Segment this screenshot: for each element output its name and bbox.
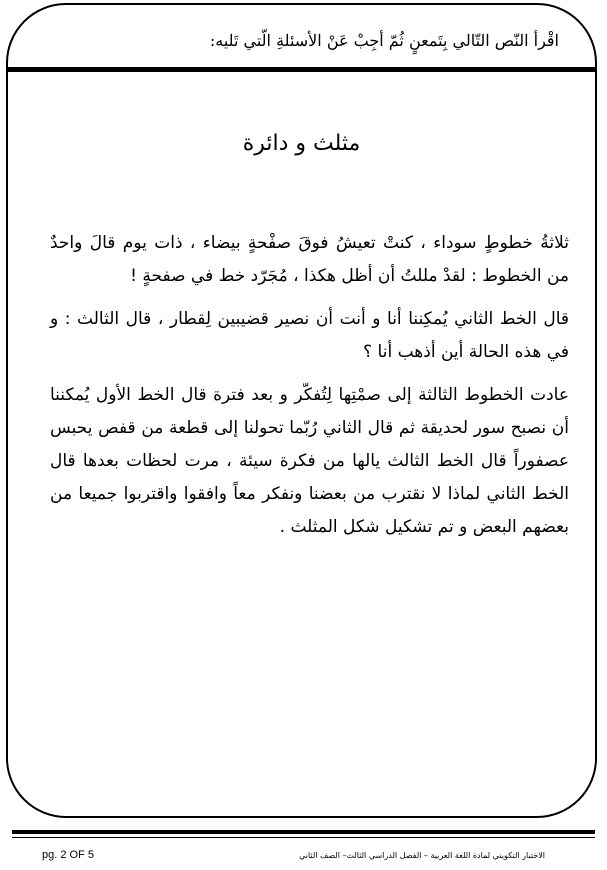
- page-frame: [6, 3, 597, 818]
- story-body: [50, 227, 569, 554]
- story-paragraph-2: قال الخط الثاني يُمكِننا أنا و أنت أن نصير قضيبين لِقطار ، قال الثالث : و في هذه الحالة أين أذهب أنا ؟: [50, 309, 569, 362]
- footer-exam-info: الاختبار التكويني لمادة اللغة العربية – الفصل الدراسي الثالث– الصف الثاني: [299, 851, 545, 860]
- story-title: مثلث و دائرة: [242, 131, 361, 156]
- instruction-text: اقْرأ النّص التّالي بِتَمعنٍ ثُمّ أجِبْ عَنْ الأسئلةِ الّتي تَليه:: [209, 31, 559, 50]
- story-paragraph-3: عادت الخطوط الثالثة إلى صمْتِها لِتُفكّر و بعد فترة قال الخط الأول يُمكننا أن نصبح سور لحديقة ثم قال الثاني رُبّما تحولنا إلى قطعة من قفص يحبس عصفوراً قال الخط الثالث يالها من فكرة سيئة ، مرت لحظات بعدها قال الخط الثاني لماذا لا نقترب من بعضنا ونفكر معاً وافقوا واقتربوا جميعا من بعضهم البعض و تم تشكيل شكل المثلث .: [50, 385, 569, 537]
- footer-divider-thin: [12, 837, 595, 838]
- story-paragraph-1: ثلاثةُ خطوطٍ سوداء ، كنتْ تعيشُ فوقَ صفْحةٍ بيضاء ، ذات يوم قالَ واحدٌ من الخطوط : لقدْ مللتُ أن أظل هكذا ، مُجَرّد خط في صفحةٍ !: [50, 233, 569, 286]
- footer-divider-thick: [12, 830, 595, 834]
- page-number: pg. 2 OF 5: [42, 849, 94, 861]
- header-divider: [8, 67, 595, 72]
